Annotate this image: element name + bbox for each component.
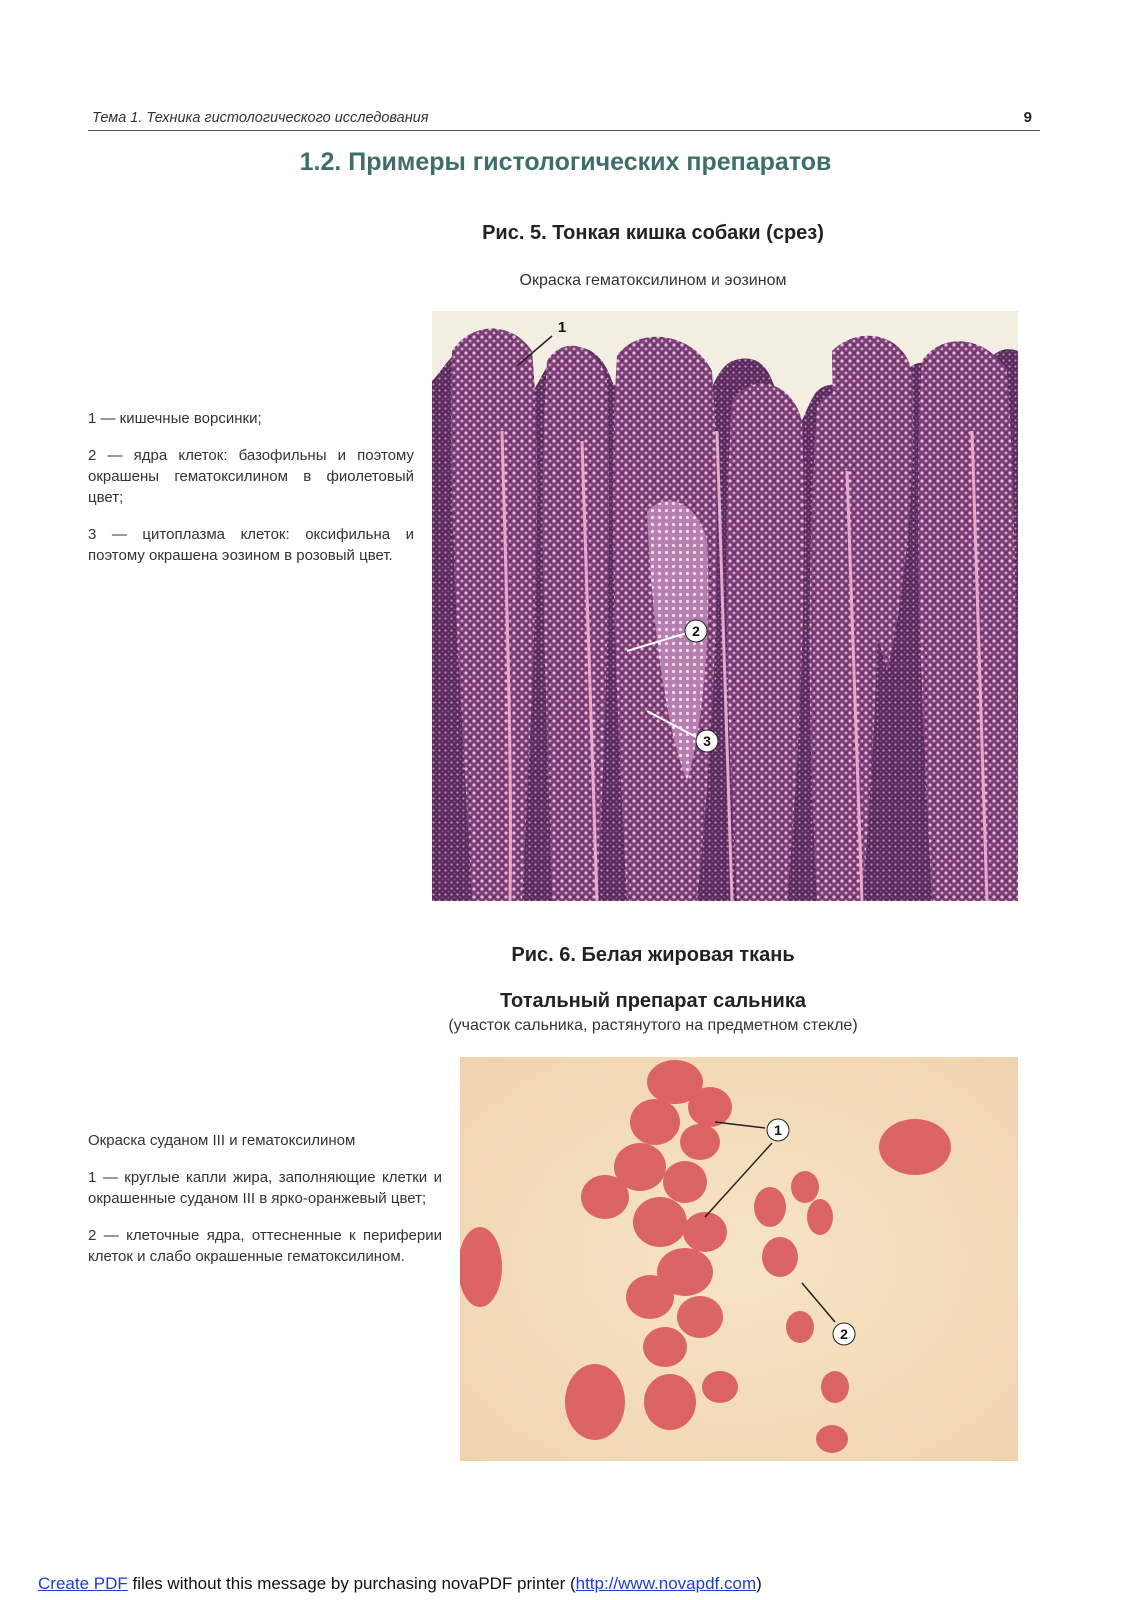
- figure6-note: (участок сальника, растянутого на предметном стекле): [448, 1017, 858, 1034]
- figure5-marker-1-label: 1: [557, 319, 567, 336]
- adipose-micrograph-image: [460, 1057, 1018, 1461]
- figure6-marker-1: [767, 1119, 789, 1141]
- figure5-legend-item-2: 2 — ядра клеток: базофильны и поэтому окрашены гематоксилином в фиолетовый цвет;: [88, 447, 414, 506]
- figure6-legend-item-2: 2 — клеточные ядра, оттесненные к периферии клеток и слабо окрашенные гематоксилином.: [88, 1227, 442, 1265]
- figure6-title: Рис. 6. Белая жировая ткань: [511, 944, 795, 966]
- figure6-micrograph: [460, 1057, 1018, 1461]
- figure5-stain: Окраска гематоксилином и эозином: [519, 272, 787, 289]
- novapdf-link[interactable]: http://www.novapdf.com: [575, 1574, 757, 1593]
- section-title: 1.2. Примеры гистологических препаратов: [299, 148, 832, 176]
- running-header: [88, 108, 1040, 131]
- figure6-marker-2-label: 2: [840, 1326, 848, 1342]
- figure5-marker-3-label: 3: [703, 733, 711, 749]
- figure5-marker-2-label: 2: [692, 623, 700, 639]
- figure6-legend: [88, 1130, 442, 1283]
- figure6-subtitle: Тотальный препарат сальника: [500, 990, 806, 1012]
- figure6-marker-2: [833, 1323, 855, 1345]
- running-title: Тема 1. Техника гистологического исследования: [92, 110, 429, 126]
- footer-text-1: files without this message by purchasing novaPDF printer (: [127, 1574, 576, 1593]
- figure5-legend-item-1: 1 — кишечные ворсинки;: [88, 410, 262, 427]
- figure5-legend-item-3: 3 — цитоплазма клеток: оксифильна и поэтому окрашена эозином в розовый цвет.: [88, 526, 414, 564]
- intestine-micrograph-image: [432, 311, 1018, 901]
- footer-banner: [38, 1574, 762, 1594]
- footer-text-2: ): [756, 1574, 762, 1593]
- figure6-stain: Окраска суданом III и гематоксилином: [88, 1132, 356, 1149]
- create-pdf-link[interactable]: Create PDF: [38, 1574, 128, 1593]
- figure5-title: Рис. 5. Тонкая кишка собаки (срез): [482, 222, 824, 244]
- figure6-legend-item-1: 1 — круглые капли жира, заполняющие клетки и окрашенные суданом III в ярко-оранжевый цвет;: [88, 1169, 442, 1207]
- figure6-marker-1-label: 1: [774, 1122, 782, 1138]
- figure5-marker-1: [558, 319, 566, 336]
- page-number: 9: [1023, 109, 1032, 126]
- figure5-marker-2: [685, 620, 707, 642]
- figure5-micrograph: [432, 311, 1018, 901]
- figure5-legend: [88, 408, 414, 582]
- figure5-marker-3: [696, 730, 718, 752]
